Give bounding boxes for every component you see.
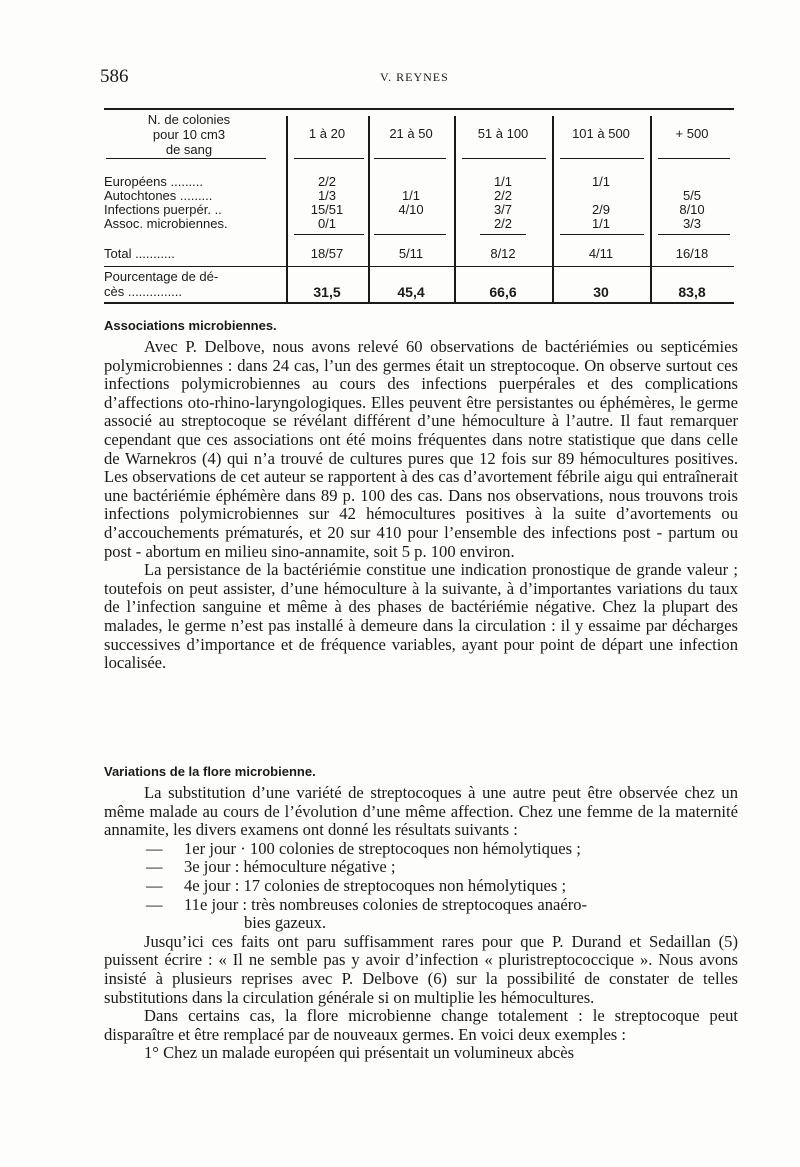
table-row-label: Infections puerpér. .. xyxy=(104,202,222,217)
statistics-table xyxy=(104,108,734,304)
header-underline xyxy=(374,158,446,159)
table-cell: 1/1 xyxy=(401,188,421,203)
total-rule xyxy=(480,234,526,235)
column-header: + 500 xyxy=(675,126,709,141)
table-cell: 2/9 xyxy=(591,202,611,217)
list-item: — 1er jour · 100 colonies de streptocoques non hémolytiques ; xyxy=(146,838,581,858)
paragraph: La persistance de la bactériémie constitue une indication pronostique de grande valeur ; toutefois on peut assister, d’une hémoculture à la suivante, à d’importantes variations du taux de l’infection sanguine et même à des phases de bactériémie négative. Chez la plupart des malades, le germe n’est pas installé à demeure dans la circulation : il y essaime par décharges successives d’importance et de fréquence variables, ayant pour point de départ une infection localisée. xyxy=(104,560,738,673)
paragraph: 1° Chez un malade européen qui présentait un volumineux abcès xyxy=(144,1043,575,1063)
table-cell: 5/5 xyxy=(682,188,702,203)
total-rule xyxy=(374,234,446,235)
total-cell: 5/11 xyxy=(398,246,424,261)
observation-list xyxy=(104,840,738,933)
list-item-continuation: bies gazeux. xyxy=(244,913,327,933)
table-cell: 1/1 xyxy=(493,174,513,189)
total-cell: 16/18 xyxy=(675,246,709,261)
paragraph: La substitution d’une variété de streptocoques à une autre peut être observée chez un même malade au cours de l’évolution d’une même affection. Chez une femme de la maternité annamite, les divers examens ont donné les résultats suivants : xyxy=(104,783,738,840)
column-header: 101 à 500 xyxy=(572,126,630,141)
paragraph: Jusqu’ici ces faits ont paru suffisamment rares pour que P. Durand et Sedaillan (5) puissent écrire : « Il ne semble pas y avoir d’infection « pluristreptococcique ». Nous avons insisté à plusieurs reprises avec P. Delbove (6) sur la possibilité de constater de telles substitutions dans la circulation générale si on multiplie les hémocultures. xyxy=(104,931,738,1007)
row-header-label: N. de colonies pour 10 cm3 de sang xyxy=(147,112,231,157)
header-underline xyxy=(560,158,644,159)
table-cell: 8/10 xyxy=(679,202,705,217)
table-cell: 1/3 xyxy=(317,188,337,203)
total-cell: 4/11 xyxy=(588,246,614,261)
list-item: — 3e jour : hémoculture négative ; xyxy=(146,857,396,877)
section-heading-variations: Variations de la flore microbienne. xyxy=(104,764,316,779)
table-cell: 3/7 xyxy=(493,202,513,217)
column-header: 1 à 20 xyxy=(308,126,346,141)
table-top-rule xyxy=(104,108,734,110)
table-cell: 15/51 xyxy=(310,202,344,217)
table-cell: 0/1 xyxy=(317,216,337,231)
header-underline xyxy=(462,158,546,159)
running-head: V. REYNES xyxy=(380,70,449,84)
mortality-cell: 30 xyxy=(593,284,609,300)
variations-body xyxy=(104,784,738,1063)
total-cell: 18/57 xyxy=(310,246,344,261)
table-cell: 2/2 xyxy=(493,188,513,203)
associations-body xyxy=(104,338,738,673)
page-number: 586 xyxy=(100,66,129,87)
table-cell: 2/2 xyxy=(493,216,513,231)
header-underline xyxy=(294,158,364,159)
paragraph: Avec P. Delbove, nous avons relevé 60 observations de bactériémies ou septicémies polymicrobiennes : dans 24 cas, l’un des germes était un streptocoque. On observe surtout ces infections polymicrobiennes au cours des infections puerpérales et des complications d’affections oto-rhino-laryngologiques. Elles peuvent être persistantes ou éphémères, le germe associé au streptocoque se révélant différent d’une hémoculture à l’autre. Il faut remarquer cependant que ces associations ont été moins fréquentes dans notre statistique que dans celle de Warnekros (4) qui n’a trouvé de cultures pures que 12 fois sur 89 hémocultures positives. Les observations de cet auteur se rapportent à des cas d’avortement fébrile aigu qui entraînerait une bactériémie éphémère dans 89 p. 100 des cas. Dans nos observations, nous trouvons trois infections polymicrobiennes sur 42 hémocultures positives à la suite d’avortements ou d’accouchements prématurés, et 20 sur 410 pour l’ensemble des infections post - partum ou post - abortum en milieu sino-annamite, soit 5 p. 100 environ. xyxy=(104,337,738,561)
total-rule xyxy=(658,234,730,235)
table-cell: 1/1 xyxy=(591,174,611,189)
mortality-cell: 31,5 xyxy=(313,284,341,300)
table-cell: 1/1 xyxy=(591,216,611,231)
table-cell: 3/3 xyxy=(682,216,702,231)
section-heading-associations: Associations microbiennes. xyxy=(104,318,277,333)
column-header: 21 à 50 xyxy=(389,126,433,141)
mortality-rule xyxy=(104,266,734,267)
table-row-label: Assoc. microbiennes. xyxy=(104,216,228,231)
total-rule xyxy=(294,234,364,235)
table-row-label: Européens ......... xyxy=(104,174,203,189)
mortality-cell: 66,6 xyxy=(489,284,517,300)
paragraph: Dans certains cas, la flore microbienne change totalement : le streptocoque peut disparaître et être remplacé par de nouveaux germes. En voici deux exemples : xyxy=(104,1006,738,1044)
table-row-label: Autochtones ......... xyxy=(104,188,213,203)
total-row-label: Total ........... xyxy=(104,246,175,261)
total-cell: 8/12 xyxy=(490,246,516,261)
header-underline xyxy=(658,158,730,159)
column-header: 51 à 100 xyxy=(477,126,529,141)
mortality-label: Pourcentage de dé- cès ............... xyxy=(104,269,219,299)
total-rule xyxy=(560,234,644,235)
table-cell: 4/10 xyxy=(398,202,424,217)
table-bottom-rule xyxy=(104,302,734,304)
table-cell: 2/2 xyxy=(317,174,337,189)
mortality-cell: 45,4 xyxy=(397,284,425,300)
mortality-cell: 83,8 xyxy=(678,284,706,300)
header-underline xyxy=(106,158,266,159)
list-item: — 4e jour : 17 colonies de streptocoques non hémolytiques ; xyxy=(146,875,567,895)
list-item: — 11e jour : très nombreuses colonies de streptocoques anaéro- xyxy=(146,894,588,914)
